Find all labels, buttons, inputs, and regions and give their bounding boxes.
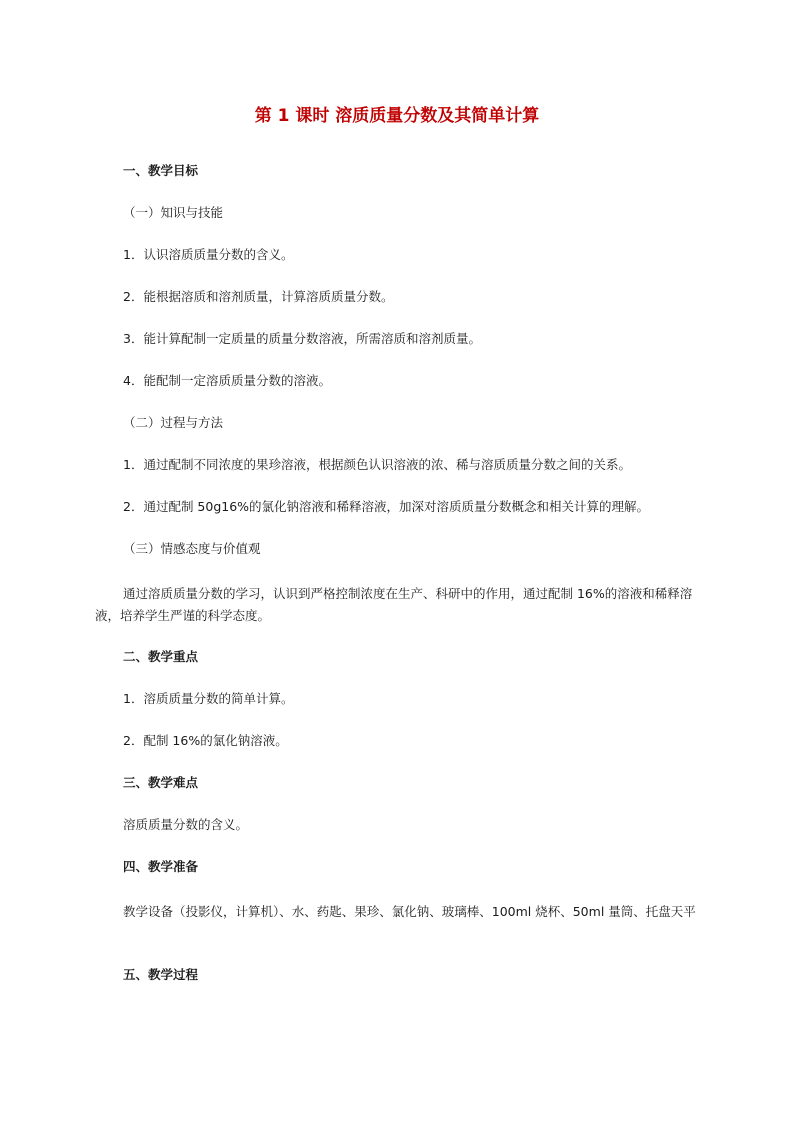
knowledge-item-2: 2．能根据溶质和溶剂质量，计算溶质质量分数。 xyxy=(123,289,394,304)
attitude-paragraph: 通过溶质质量分数的学习，认识到严格控制浓度在生产、科研中的作用，通过配制 16%的溶液和稀释溶液，培养学生严谨的科学态度。 xyxy=(95,586,693,623)
process-item-2: 2．通过配制 50g16%的氯化钠溶液和稀释溶液，加深对溶质质量分数概念和相关计算的理解。 xyxy=(123,499,650,514)
heading-objectives: 一、教学目标 xyxy=(123,163,199,178)
difficulty-text: 溶质质量分数的含义。 xyxy=(123,817,249,832)
key-point-item-2: 2．配制 16%的氯化钠溶液。 xyxy=(123,733,288,748)
process-item-1: 1．通过配制不同浓度的果珍溶液，根据颜色认识溶液的浓、稀与溶质质量分数之间的关系。 xyxy=(123,457,631,472)
knowledge-item-3: 3．能计算配制一定质量的质量分数溶液，所需溶质和溶剂质量。 xyxy=(123,331,481,346)
knowledge-item-4: 4．能配制一定溶质质量分数的溶液。 xyxy=(123,373,331,388)
heading-preparation: 四、教学准备 xyxy=(123,859,199,874)
knowledge-item-1: 1．认识溶质质量分数的含义。 xyxy=(123,247,294,262)
document-title: 第 1 课时 溶质质量分数及其简单计算 xyxy=(254,106,540,126)
subheading-process: （二）过程与方法 xyxy=(123,415,224,430)
preparation-paragraph: 教学设备（投影仪，计算机）、水、药匙、果珍、氯化钠、玻璃棒、100ml 烧杯、50ml 量筒、托盘天平 xyxy=(123,904,696,919)
heading-difficulty: 三、教学难点 xyxy=(123,775,199,790)
subheading-attitude: （三）情感态度与价值观 xyxy=(123,541,261,556)
heading-key-points: 二、教学重点 xyxy=(123,649,199,664)
key-point-item-1: 1．溶质质量分数的简单计算。 xyxy=(123,691,294,706)
heading-teaching-process: 五、教学过程 xyxy=(123,967,199,982)
subheading-knowledge: （一）知识与技能 xyxy=(123,205,224,220)
